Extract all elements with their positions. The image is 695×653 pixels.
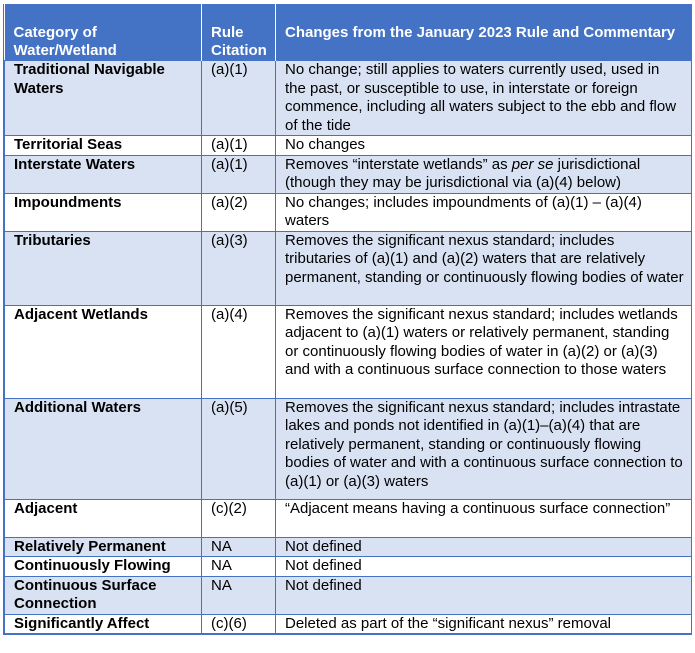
changes-text-italic: per se — [511, 155, 554, 173]
row-citation: (a)(1) — [202, 61, 276, 136]
table-row — [5, 61, 692, 136]
table-row — [5, 136, 692, 156]
table-row — [5, 398, 692, 499]
row-category: Relatively Permanent — [5, 537, 202, 557]
row-citation: (a)(5) — [202, 398, 276, 499]
row-citation: (a)(1) — [202, 136, 276, 156]
row-changes: No change; still applies to waters currently used, used in the past, or susceptible to use, in interstate or foreign commence, including all waters subject to the ebb and flow of the tide — [276, 61, 692, 136]
row-changes: Deleted as part of the “significant nexus” removal — [276, 614, 692, 634]
table-row — [5, 305, 692, 398]
row-changes: Removes the significant nexus standard; includes wetlands adjacent to (a)(1) waters or relatively permanent, standing or continuously flowing bodies of water in (a)(2) or (a)(3) and with a continuous surface connection to those waters — [276, 305, 692, 398]
row-citation: (a)(3) — [202, 231, 276, 305]
row-changes: Removes the significant nexus standard; includes intrastate lakes and ponds not identified in (a)(1)–(a)(4) that are relatively permanent, standing or continuously flowing bodies of water and with a continuous surface connection to (a)(1) or (a)(3) waters — [276, 398, 692, 499]
row-category: Continuous Surface Connection — [5, 576, 202, 614]
row-category: Adjacent Wetlands — [5, 305, 202, 398]
table-header-row — [5, 4, 692, 61]
row-citation: (c)(6) — [202, 614, 276, 634]
header-changes: Changes from the January 2023 Rule and Commentary — [276, 4, 692, 61]
changes-text-before: Removes “interstate wetlands” as — [285, 155, 512, 173]
row-category: Continuously Flowing — [5, 557, 202, 577]
row-changes: “Adjacent means having a continuous surface connection” — [276, 499, 692, 537]
rule-comparison-table — [4, 4, 692, 634]
header-category: Category of Water/Wetland — [5, 4, 202, 61]
row-citation: (a)(1) — [202, 155, 276, 193]
row-citation: (a)(4) — [202, 305, 276, 398]
row-changes: Not defined — [276, 557, 692, 577]
row-citation: NA — [202, 537, 276, 557]
table-row — [5, 231, 692, 305]
row-changes: Removes the significant nexus standard; includes tributaries of (a)(1) and (a)(2) waters that are relatively permanent, standing or continuously flowing bodies of water — [276, 231, 692, 305]
header-rule-citation: Rule Citation — [202, 4, 276, 61]
row-category: Tributaries — [5, 231, 202, 305]
row-changes: Not defined — [276, 537, 692, 557]
row-changes: No changes — [276, 136, 692, 156]
table-row — [5, 499, 692, 537]
table-row — [5, 155, 692, 193]
table-row — [5, 576, 692, 614]
row-citation: NA — [202, 557, 276, 577]
row-category: Interstate Waters — [5, 155, 202, 193]
table-row — [5, 614, 692, 634]
row-changes: Not defined — [276, 576, 692, 614]
row-citation: (c)(2) — [202, 499, 276, 537]
table-row — [5, 193, 692, 231]
row-citation: NA — [202, 576, 276, 614]
rule-comparison-table-container — [3, 4, 692, 635]
table-row — [5, 557, 692, 577]
row-citation: (a)(2) — [202, 193, 276, 231]
row-category: Traditional Navigable Waters — [5, 61, 202, 136]
changes-text-after: jurisdictional (though they may be jurisdictional via (a)(4) below) — [285, 155, 641, 191]
row-category: Additional Waters — [5, 398, 202, 499]
row-category: Significantly Affect — [5, 614, 202, 634]
row-changes — [276, 155, 692, 193]
row-changes: No changes; includes impoundments of (a)(1) – (a)(4) waters — [276, 193, 692, 231]
row-category: Impoundments — [5, 193, 202, 231]
table-row — [5, 537, 692, 557]
row-category: Adjacent — [5, 499, 202, 537]
row-category: Territorial Seas — [5, 136, 202, 156]
